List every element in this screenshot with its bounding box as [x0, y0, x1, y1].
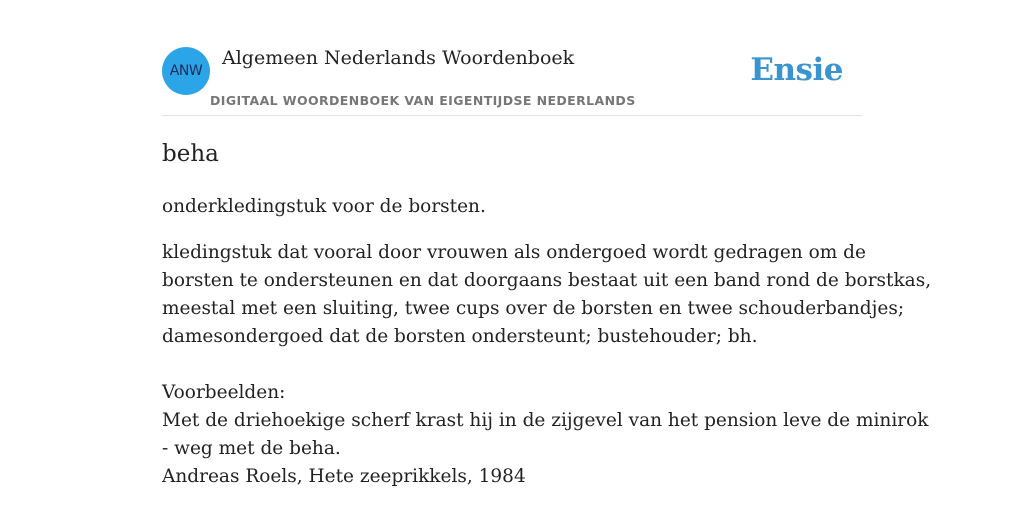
definition-line: meestal met een sluiting, twee cups over de borsten en twee schouderbandjes;: [162, 298, 905, 319]
example-line: - weg met de beha.: [162, 438, 341, 459]
anw-logo[interactable]: [162, 47, 210, 95]
paragraph-spacer: [162, 351, 862, 379]
header-divider: [162, 115, 862, 116]
site-title[interactable]: Algemeen Nederlands Woordenboek: [222, 47, 575, 69]
definition-line: damesondergoed dat de borsten ondersteunt; bustehouder; bh.: [162, 326, 758, 347]
example-citation: Andreas Roels, Hete zeeprikkels, 1984: [162, 466, 526, 487]
anw-logo-text: ANW: [169, 63, 203, 79]
site-subtitle: DIGITAAL WOORDENBOEK VAN EIGENTIJDSE NEDERLANDS: [210, 93, 636, 108]
definition-line: kledingstuk dat vooral door vrouwen als ondergoed wordt gedragen om de: [162, 242, 866, 263]
entry-headword: beha: [162, 141, 219, 167]
page: [162, 0, 932, 512]
example-line: Met de driehoekige scherf krast hij in de zijgevel van het pension leve de minirok: [162, 410, 929, 431]
entry-body: [162, 239, 932, 491]
definition-line: borsten te ondersteunen en dat doorgaans bestaat uit een band rond de borstkas,: [162, 270, 932, 291]
ensie-brand-logo[interactable]: Ensie: [750, 52, 843, 88]
entry-short-definition: onderkledingstuk voor de borsten.: [162, 196, 486, 217]
examples-label: Voorbeelden:: [162, 382, 286, 403]
